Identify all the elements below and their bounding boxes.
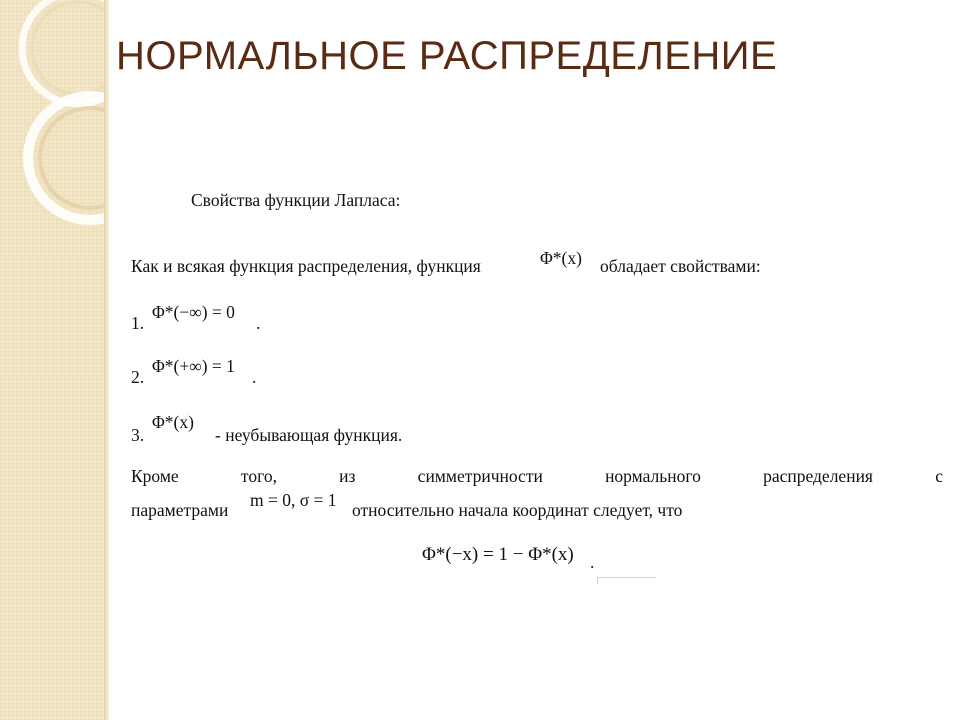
property-1-formula: Φ*(−∞) = 0 <box>152 302 235 322</box>
property-3-number: 3. <box>131 425 145 445</box>
intro-formula: Φ*(x) <box>540 248 582 268</box>
property-3-formula: Φ*(x) <box>152 412 194 432</box>
property-2-suffix: . <box>252 367 257 387</box>
symmetry-formula-suffix: . <box>590 552 595 572</box>
word: нормального <box>605 466 701 486</box>
property-2-formula: Φ*(+∞) = 1 <box>152 356 235 376</box>
paragraph-line-1 <box>131 466 943 487</box>
image-crop-artifact <box>597 577 656 584</box>
word: симметричности <box>417 466 543 486</box>
panel-edge <box>104 0 109 720</box>
symmetry-formula: Φ*(−x) = 1 − Φ*(x) <box>422 544 574 565</box>
properties-heading: Свойства функции Лапласа: <box>191 190 401 210</box>
paragraph-line-2-end: относительно начала координат следует, что <box>352 500 683 520</box>
parameters-formula: m = 0, σ = 1 <box>250 490 337 510</box>
word: Кроме <box>131 466 179 486</box>
intro-text: Как и всякая функция распределения, функция <box>131 256 481 276</box>
property-1-suffix: . <box>256 313 261 333</box>
property-1-number: 1. <box>131 313 145 333</box>
paragraph-line-2-start: параметрами <box>131 500 229 520</box>
property-2-number: 2. <box>131 367 145 387</box>
word: того, <box>240 466 277 486</box>
decorative-circles <box>0 0 104 720</box>
slide-title: НОРМАЛЬНОЕ РАСПРЕДЕЛЕНИЕ <box>116 34 778 78</box>
word: распределения <box>763 466 873 486</box>
decorative-side-panel <box>0 0 104 720</box>
intro-text-end: обладает свойствами: <box>600 256 761 276</box>
property-3-text: - неубывающая функция. <box>215 425 403 445</box>
word: из <box>339 466 356 486</box>
word: с <box>935 466 943 486</box>
